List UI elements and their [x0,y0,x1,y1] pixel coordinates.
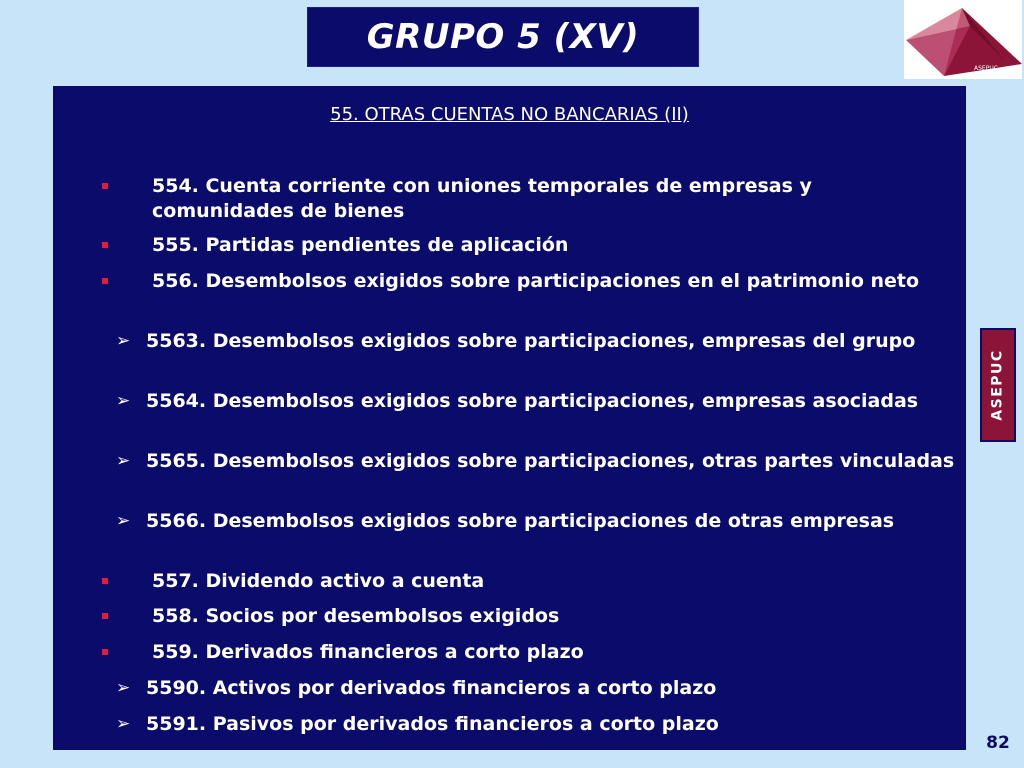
square-bullet-icon [102,649,108,655]
page-number: 82 [986,733,1010,753]
square-bullet-icon [102,613,108,619]
list-item-text: 559. Derivados financieros a corto plazo [152,641,584,663]
list-item-text: 554. Cuenta corriente con uniones temporales de empresas y comunidades de bienes [152,175,812,222]
arrow-bullet-icon: ➢ [116,678,131,698]
sub-list-item [116,676,956,701]
list-item-text: 556. Desembolsos exigidos sobre participaciones en el patrimonio neto [152,270,920,292]
logo-text: ASEPUC [974,65,998,72]
list-item [102,604,952,629]
slide-title: GRUPO 5 (XV) [366,17,640,57]
list-item [102,233,952,258]
account-list [53,86,966,750]
sub-list-item-text: 5591. Pasivos por derivados financieros a corto plazo [146,713,719,735]
list-item [102,269,952,294]
side-badge [980,328,1016,442]
sub-list-item-text: 5565. Desembolsos exigidos sobre participaciones, otras partes vinculadas [146,450,955,472]
sub-list-item-text: 5590. Activos por derivados financieros a corto plazo [146,677,717,699]
sub-list-item [116,329,956,354]
list-item-text: 555. Partidas pendientes de aplicación [152,234,569,256]
square-bullet-icon [102,578,108,584]
list-item-text: 557. Dividendo activo a cuenta [152,570,485,592]
square-bullet-icon [102,183,108,189]
arrow-bullet-icon: ➢ [116,451,131,471]
sub-list-item [116,389,956,414]
section-heading: 55. OTRAS CUENTAS NO BANCARIAS (II) [330,104,689,125]
title-box [307,7,699,67]
square-bullet-icon [102,278,108,284]
sub-list-item [116,449,956,474]
sub-list-item-text: 5564. Desembolsos exigidos sobre participaciones, empresas asociadas [146,390,919,412]
sub-list-item [116,509,956,534]
arrow-bullet-icon: ➢ [116,714,131,734]
square-bullet-icon [102,242,108,248]
content-panel [53,86,966,750]
side-badge-label: ASEPUC [990,349,1007,421]
sub-list-item [116,712,956,737]
arrow-bullet-icon: ➢ [116,511,131,531]
list-item [102,569,952,594]
list-item-text: 558. Socios por desembolsos exigidos [152,605,560,627]
asepuc-logo [904,0,1022,79]
sub-list-item-text: 5563. Desembolsos exigidos sobre participaciones, empresas del grupo [146,330,916,352]
list-item [102,640,952,665]
list-item [102,174,952,223]
arrow-bullet-icon: ➢ [116,331,131,351]
sub-list-item-text: 5566. Desembolsos exigidos sobre participaciones de otras empresas [146,510,895,532]
arrow-bullet-icon: ➢ [116,391,131,411]
asepuc-logo-graphic [904,0,1022,79]
